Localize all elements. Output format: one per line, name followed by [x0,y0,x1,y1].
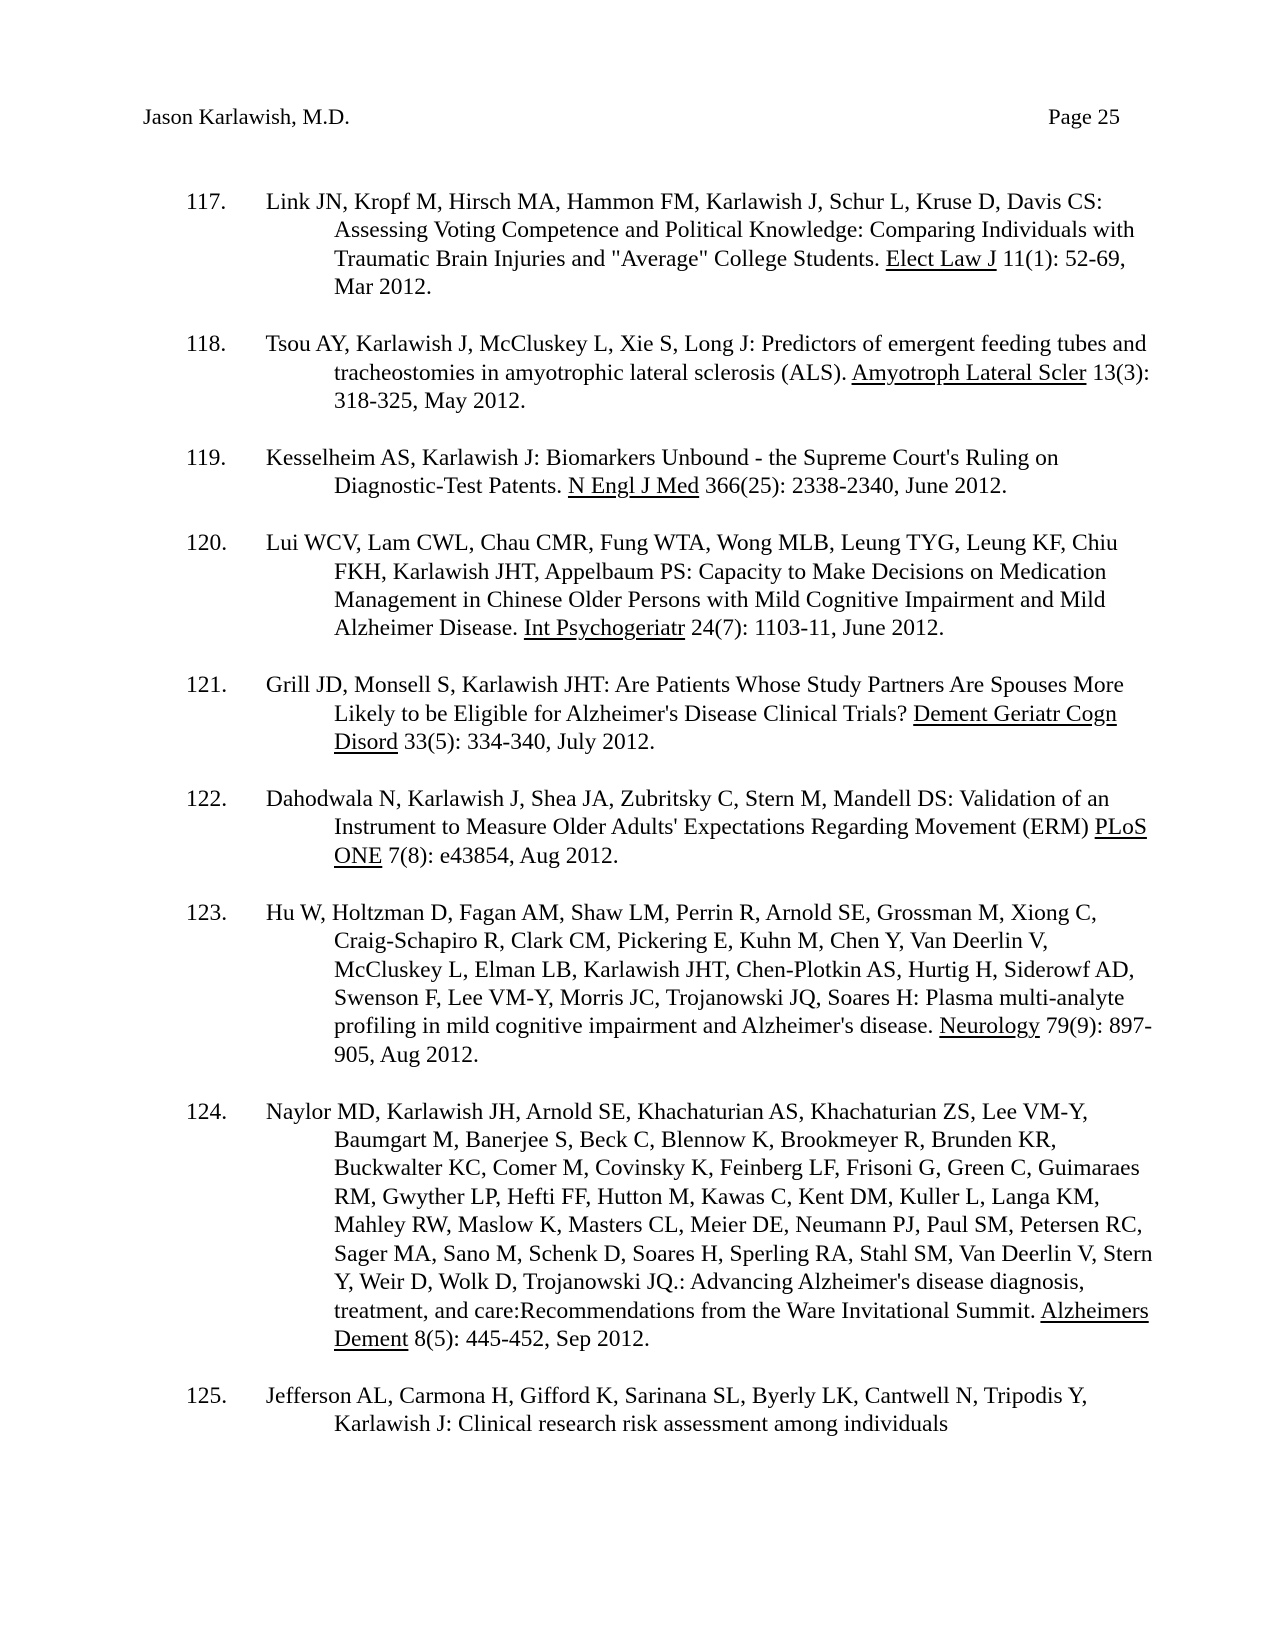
reference-item: 120. Lui WCV, Lam CWL, Chau CMR, Fung WTA, Wong MLB, Leung TYG, Leung KF, Chiu FKH, Karlawish JHT, Appelbaum PS: Capacity to Make Decisions on Medication Management in Chinese Older Persons with Mild Cognitive Impairment and Mild Alzheimer Disease. Int Psychogeriatr 24(7): 1103-11, June 2012. [186,530,1118,642]
reference-citation: 11(1): 52-69, Mar 2012. [334,245,1126,301]
journal-link[interactable]: Neurology [939,1013,1040,1040]
reference-item: 119. Kesselheim AS, Karlawish J: Biomarkers Unbound - the Supreme Court's Ruling on Diagnostic-Test Patents. N Engl J Med 366(25): 2338-2340, June 2012. [186,444,1059,500]
reference-list [186,188,1160,1467]
journal-link[interactable]: Elect Law J [885,245,997,272]
reference-citation: 366(25): 2338-2340, June 2012. [705,473,1008,500]
reference-item: 117. Link JN, Kropf M, Hirsch MA, Hammon FM, Karlawish J, Schur L, Kruse D, Davis CS: Assessing Voting Competence and Political Knowledge: Comparing Individuals with Traumatic Brain Injuries and "Average" College Students. Elect Law J 11(1): 52-69, Mar 2012. [186,189,1135,301]
reference-text: Grill JD, Monsell S, Karlawish JHT: Are Patients Whose Study Partners Are Spouses More Likely to be Eligible for Alzheimer's Disease Clinical Trials? [265,672,1124,727]
reference-text: Dahodwala N, Karlawish J, Shea JA, Zubritsky C, Stern M, Mandell DS: Validation of an Instrument to Measure Older Adults' Expectations Regarding Movement (ERM) [265,786,1110,841]
reference-text: Hu W, Holtzman D, Fagan AM, Shaw LM, Perrin R, Arnold SE, Grossman M, Xiong C, Craig-Schapiro R, Clark CM, Pickering E, Kuhn M, Chen Y, Van Deerlin V, McCluskey L, Elman LB, Karlawish JHT, Chen-Plotkin AS, Hurtig H, Siderowf AD, Swenson F, Lee VM-Y, Morris JC, Trojanowski JQ, Soares H: Plasma multi-analyte profiling in mild cognitive impairment and Alzheimer's disease. [265,899,1135,1040]
reference-item: 122. Dahodwala N, Karlawish J, Shea JA, Zubritsky C, Stern M, Mandell DS: Validation of an Instrument to Measure Older Adults' Expectations Regarding Movement (ERM) PLoS ONE 7(8): e43854, Aug 2012. [186,786,1147,869]
reference-item: 121. Grill JD, Monsell S, Karlawish JHT: Are Patients Whose Study Partners Are Spouses More Likely to be Eligible for Alzheimer's Disease Clinical Trials? Dement Geriatr Cogn Disord 33(5): 334-340, July 2012. [186,672,1124,756]
reference-text: Naylor MD, Karlawish JH, Arnold SE, Khachaturian AS, Khachaturian ZS, Lee VM-Y, Baumgart M, Banerjee S, Beck C, Blennow K, Brookmeyer R, Brunden KR, Buckwalter KC, Comer M, Covinsky K, Feinberg LF, Frisoni G, Green C, Guimaraes RM, Gwyther LP, Hefti FF, Hutton M, Kawas C, Kent DM, Kuller L, Langa KM, Mahley RW, Maslow K, Masters CL, Meier DE, Neumann PJ, Paul SM, Petersen RC, Sager MA, Sano M, Schenk D, Soares H, Sperling RA, Stahl SM, Van Deerlin V, Stern Y, Weir D, Wolk D, Trojanowski JQ.: Advancing Alzheimer's disease diagnosis, treatment, and care:Recommendations from the Ware Invitational Summit. [265,1098,1153,1324]
reference-item: 125. Jefferson AL, Carmona H, Gifford K, Sarinana SL, Byerly LK, Cantwell N, Tripodis Y, Karlawish J: Clinical research risk assessment among individuals [186,1382,1088,1438]
journal-link[interactable]: Dement Geriatr Cogn Disord [334,700,1117,756]
reference-text: Kesselheim AS, Karlawish J: Biomarkers Unbound - the Supreme Court's Ruling on Diagnostic-Test Patents. [265,444,1059,500]
author-name: Jason Karlawish, M.D. [143,104,350,129]
reference-citation: 8(5): 445-452, Sep 2012. [414,1325,650,1352]
reference-citation: 33(5): 334-340, July 2012. [403,729,656,756]
page-number: Page 25 [1048,104,1120,129]
reference-text: Link JN, Kropf M, Hirsch MA, Hammon FM, Karlawish J, Schur L, Kruse D, Davis CS: Assessing Voting Competence and Political Knowledge: Comparing Individuals with Traumatic Brain Injuries and "Average" College Students. [265,189,1135,272]
journal-link[interactable]: Int Psychogeriatr [523,615,686,642]
journal-link[interactable]: N Engl J Med [567,473,700,500]
reference-text: Jefferson AL, Carmona H, Gifford K, Sarinana SL, Byerly LK, Cantwell N, Tripodis Y, Karlawish J: Clinical research risk assessment among individuals [265,1382,1088,1438]
reference-text: Tsou AY, Karlawish J, McCluskey L, Xie S, Long J: Predictors of emergent feeding tubes and tracheostomies in amyotrophic lateral sclerosis (ALS). [265,331,1147,386]
journal-link[interactable]: Amyotroph Lateral Scler [851,359,1087,386]
reference-item: 124. Naylor MD, Karlawish JH, Arnold SE, Khachaturian AS, Khachaturian ZS, Lee VM-Y, Baumgart M, Banerjee S, Beck C, Blennow K, Brookmeyer R, Brunden KR, Buckwalter KC, Comer M, Covinsky K, Feinberg LF, Frisoni G, Green C, Guimaraes RM, Gwyther LP, Hefti FF, Hutton M, Kawas C, Kent DM, Kuller L, Langa KM, Mahley RW, Maslow K, Masters CL, Meier DE, Neumann PJ, Paul SM, Petersen RC, Sager MA, Sano M, Schenk D, Soares H, Sperling RA, Stahl SM, Van Deerlin V, Stern Y, Weir D, Wolk D, Trojanowski JQ.: Advancing Alzheimer's disease diagnosis, treatment, and care:Recommendations from the Ware Invitational Summit. Alzheimers Dement 8(5): 445-452, Sep 2012. [186,1098,1153,1352]
reference-item: 123. Hu W, Holtzman D, Fagan AM, Shaw LM, Perrin R, Arnold SE, Grossman M, Xiong C, Craig-Schapiro R, Clark CM, Pickering E, Kuhn M, Chen Y, Van Deerlin V, McCluskey L, Elman LB, Karlawish JHT, Chen-Plotkin AS, Hurtig H, Siderowf AD, Swenson F, Lee VM-Y, Morris JC, Trojanowski JQ, Soares H: Plasma multi-analyte profiling in mild cognitive impairment and Alzheimer's disease. Neurology 79(9): 897-905, Aug 2012. [186,899,1153,1068]
reference-text: Lui WCV, Lam CWL, Chau CMR, Fung WTA, Wong MLB, Leung TYG, Leung KF, Chiu FKH, Karlawish JHT, Appelbaum PS: Capacity to Make Decisions on Medication Management in Chinese Older Persons with Mild Cognitive Impairment and Mild Alzheimer Disease. [265,530,1118,642]
page-header [143,104,1120,134]
reference-citation: 79(9): 897-905, Aug 2012. [334,1013,1153,1068]
journal-link[interactable]: Alzheimers Dement [334,1297,1149,1352]
reference-citation: 13(3): 318-325, May 2012. [334,359,1150,414]
journal-link[interactable]: PLoS ONE [334,814,1147,869]
reference-item: 118. Tsou AY, Karlawish J, McCluskey L, Xie S, Long J: Predictors of emergent feeding tubes and tracheostomies in amyotrophic lateral sclerosis (ALS). Amyotroph Lateral Scler 13(3): 318-325, May 2012. [186,331,1150,414]
reference-citation: 7(8): e43854, Aug 2012. [388,842,619,869]
reference-citation: 24(7): 1103-11, June 2012. [690,615,945,642]
